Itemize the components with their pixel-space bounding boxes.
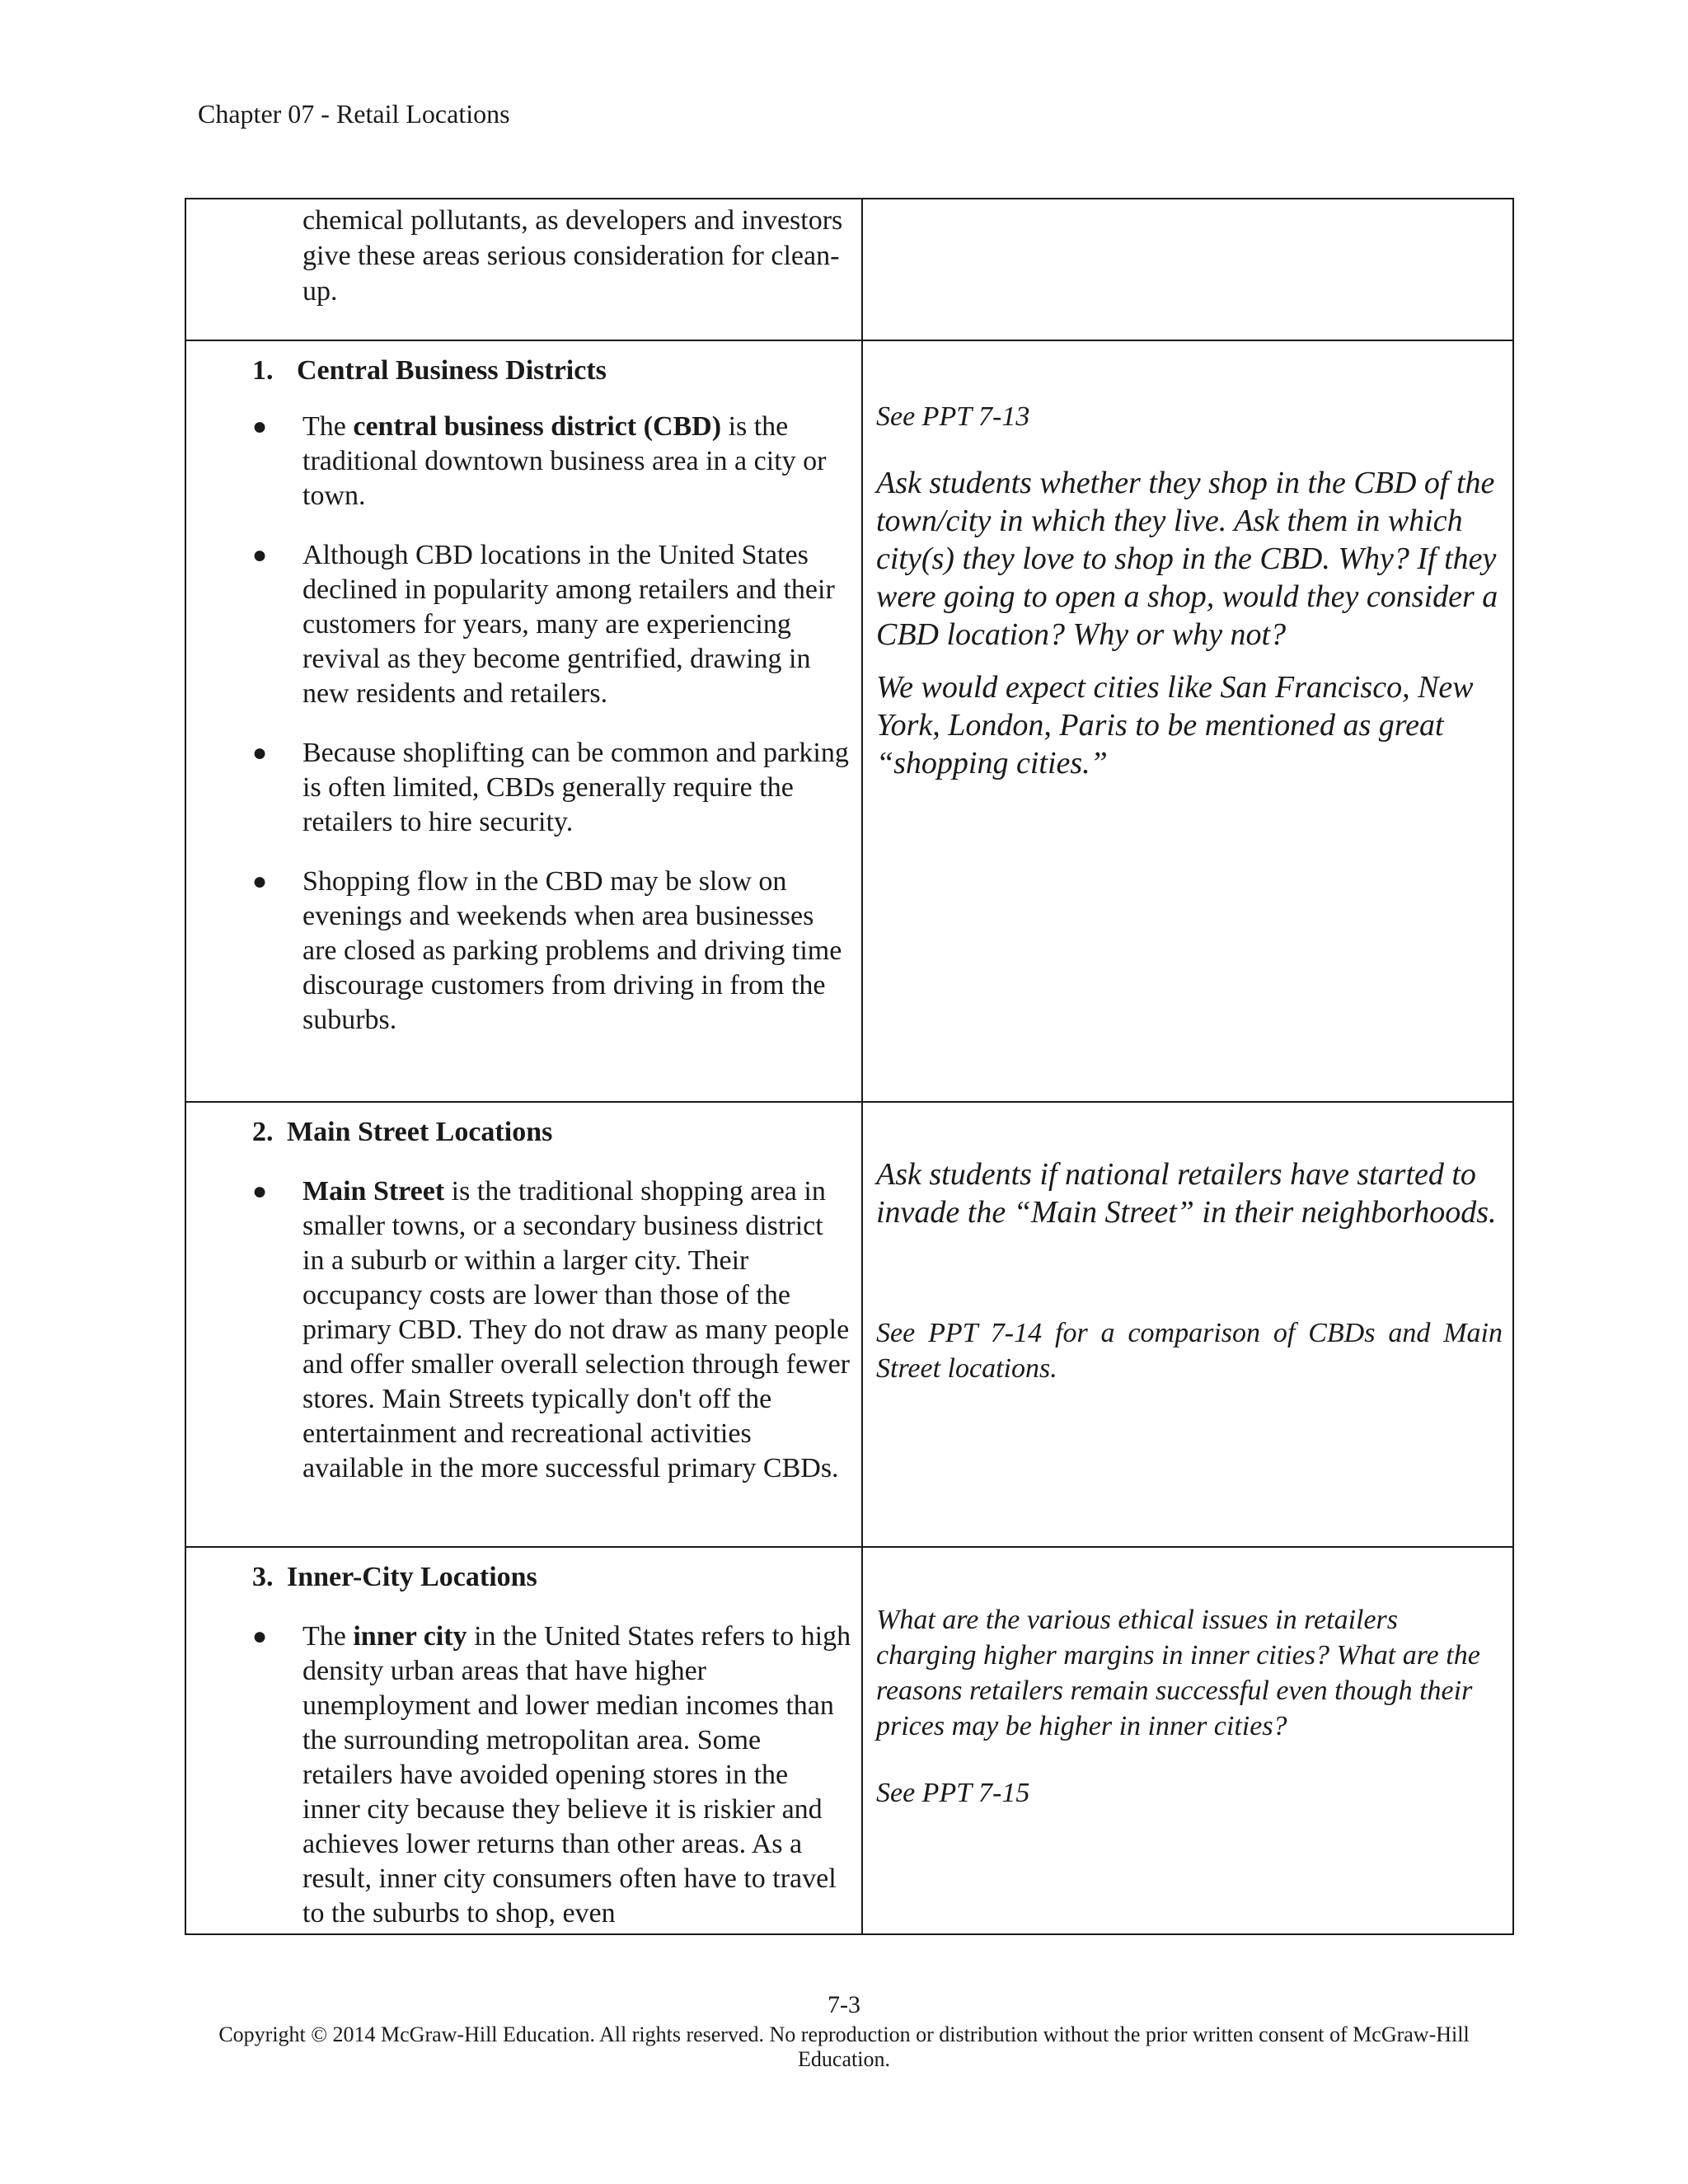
copyright-notice: Copyright © 2014 McGraw-Hill Education. All rights reserved. No reproduction or distribution without the prior written consent of McGraw-Hill Education. xyxy=(218,2022,1470,2071)
notes-cell xyxy=(862,1547,1513,1934)
teaching-note: Ask students if national retailers have started to invade the “Main Street” in their neighborhoods. xyxy=(876,1157,1497,1230)
bullet-icon: ● xyxy=(252,413,268,440)
section-title: Central Business Districts xyxy=(297,355,607,386)
teaching-note: We would expect cities like San Francisco, New York, London, Paris to be mentioned as great “shopping cities.” xyxy=(876,670,1474,780)
table-row xyxy=(185,340,1513,1102)
section-title: Main Street Locations xyxy=(287,1117,553,1147)
bullet-list xyxy=(186,1619,861,1931)
list-item: ● Main Street is the traditional shopping area in smaller towns, or a secondary business district in a suburb or within a larger city. Their occupancy costs are lower than those of the primary CBD. They do not draw as many people and offer smaller overall selection through fewer stores. Main Streets typically don't off the entertainment and recreational activities available in the more successful primary CBDs. xyxy=(252,1176,850,1483)
list-item: ● Because shoplifting can be common and parking is often limited, CBDs generally require the retailers to hire security. xyxy=(252,738,849,837)
running-header: Chapter 07 - Retail Locations xyxy=(198,99,510,129)
teaching-note: See PPT 7-14 for a comparison of CBDs and Main Street locations. xyxy=(876,1318,1503,1384)
outline-cell xyxy=(185,1547,862,1934)
section-number: 3. xyxy=(252,1562,274,1592)
notes-cell xyxy=(862,340,1513,1102)
section-title: Inner-City Locations xyxy=(287,1562,537,1592)
bullet-icon: ● xyxy=(252,868,268,895)
bullet-list xyxy=(186,410,861,1038)
notes-cell xyxy=(862,199,1513,340)
bullet-icon: ● xyxy=(252,1623,268,1650)
list-item: ● The inner city in the United States refers to high density urban areas that have higher unemployment and lower median incomes than the surrounding metropolitan area. Some retailers have avoided opening stores in the inner city because they believe it is riskier and achieves lower returns than other areas. As a result, inner city consumers often have to travel to the suburbs to shop, even xyxy=(252,1621,851,1929)
table-row xyxy=(185,1547,1513,1934)
teaching-note: See PPT 7-13 xyxy=(876,401,1030,432)
key-term: central business district (CBD) xyxy=(353,411,722,442)
list-item: ● Shopping flow in the CBD may be slow on evenings and weekends when area businesses are closed as parking problems and driving time discourage customers from driving in from the suburbs. xyxy=(252,866,842,1035)
list-item: ● Although CBD locations in the United States declined in popularity among retailers and their customers for years, many are experiencing revival as they become gentrified, drawing in new residents and retailers. xyxy=(252,540,835,709)
section-heading xyxy=(252,1559,861,1595)
key-term: Main Street xyxy=(302,1176,445,1207)
bullet-icon: ● xyxy=(252,1178,268,1205)
notes-cell xyxy=(862,1102,1513,1547)
bullet-list xyxy=(186,1174,861,1486)
section-number: 2. xyxy=(252,1117,274,1147)
lecture-outline-table xyxy=(185,198,1514,1935)
bullet-icon: ● xyxy=(252,541,268,569)
outline-cell xyxy=(185,199,862,340)
list-item: ● The central business district (CBD) is the traditional downtown business area in a city or town. xyxy=(252,411,827,511)
bullet-icon: ● xyxy=(252,739,268,766)
section-heading xyxy=(252,353,861,388)
page-number: 7-3 xyxy=(828,1991,860,2018)
section-number: 1. xyxy=(252,355,274,386)
teaching-note: Ask students whether they shop in the CBD of the town/city in which they live. Ask them in which city(s) they love to shop in the CBD. Why? If they were going to open a shop, would they consider a CBD location? Why or why not? xyxy=(876,466,1498,652)
table-row xyxy=(185,1102,1513,1547)
outline-cell xyxy=(185,340,862,1102)
section-heading xyxy=(252,1114,861,1150)
outline-cell xyxy=(185,1102,862,1547)
key-term: inner city xyxy=(353,1621,467,1652)
teaching-note: See PPT 7-15 xyxy=(876,1778,1030,1808)
teaching-note: What are the various ethical issues in retailers charging higher margins in inner cities? What are the reasons retailers remain successful even though their prices may be higher in inner cities? xyxy=(876,1605,1480,1741)
continuation-text: chemical pollutants, as developers and investors give these areas serious consideration for clean-up. xyxy=(302,205,843,307)
table-row xyxy=(185,199,1513,340)
